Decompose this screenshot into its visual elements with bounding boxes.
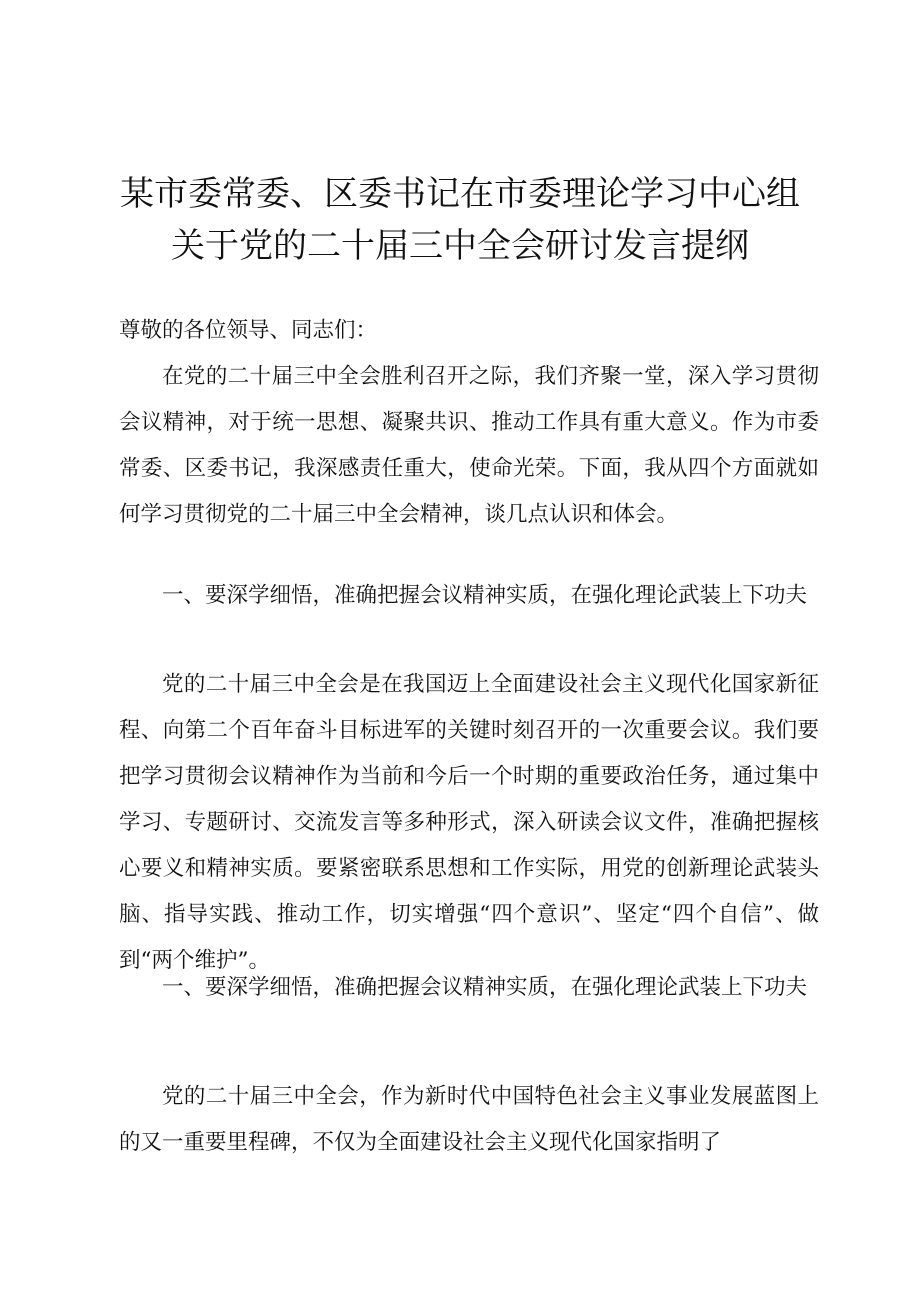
paragraph-3: 党的二十届三中全会，作为新时代中国特色社会主义事业发展蓝图上的又一重要里程碑，不仅为全面建设社会主义现代化国家指明了 — [119, 1084, 819, 1155]
paragraph-2: 党的二十届三中全会是在我国迈上全面建设社会主义现代化国家新征程、向第二个百年奋斗目标进军的关键时刻召开的一次重要会议。我们要把学习贯彻会议精神作为当前和今后一个时期的重要政治任务，通过集中学习、专题研讨、交流发言等多种形式，深入研读会议文件，准确把握核心要义和精神实质。要紧密联系思想和工作实际，用党的创新理论武装头脑、指导实践、推动工作，切实增强“四个意识”、坚定“四个自信”、做到“两个维护”。 — [119, 672, 819, 973]
document-title — [0, 168, 920, 272]
section-heading-2: 一、要深学细悟，准确把握会议精神实质，在强化理论武装上下功夫 — [162, 975, 808, 1000]
section-heading-1: 一、要深学细悟，准确把握会议精神实质，在强化理论武装上下功夫 — [162, 583, 808, 608]
paragraph-1: 在党的二十届三中全会胜利召开之际，我们齐聚一堂，深入学习贯彻会议精神，对于统一思想、凝聚共识、推动工作具有重大意义。作为市委常委、区委书记，我深感责任重大，使命光荣。下面，我从四个方面就如何学习贯彻党的二十届三中全会精神，谈几点认识和体会。 — [119, 364, 819, 527]
salutation: 尊敬的各位领导、同志们： — [119, 318, 378, 343]
title-line-1: 某市委常委、区委书记在市委理论学习中心组 — [120, 174, 800, 214]
title-line-2: 关于党的二十届三中全会研讨发言提纲 — [171, 226, 749, 266]
